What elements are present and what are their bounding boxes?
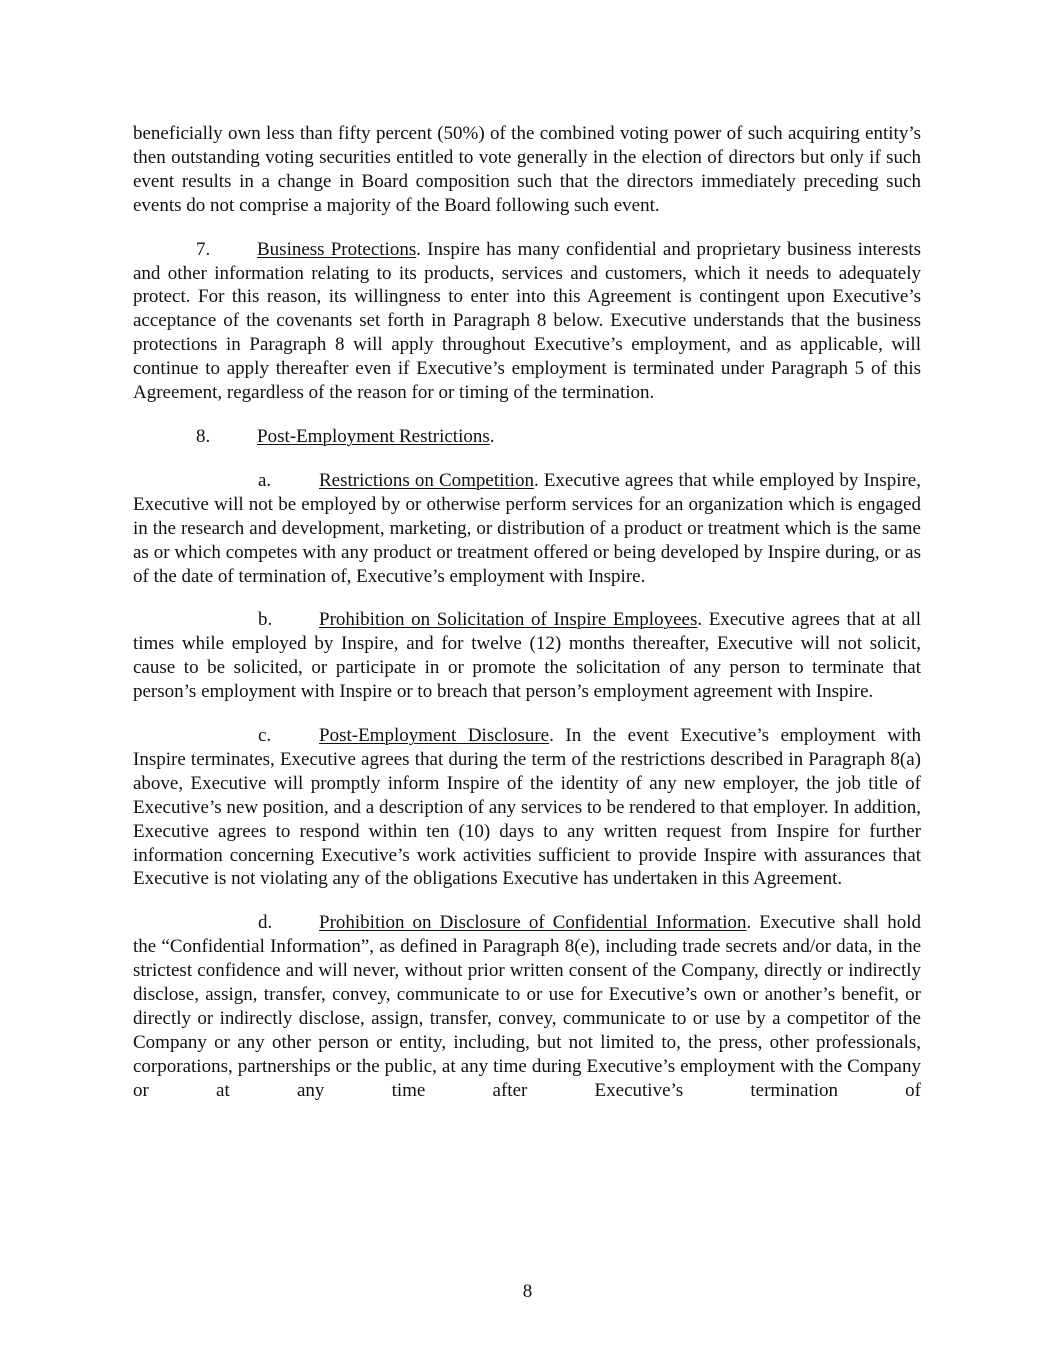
subsection-heading: Restrictions on Competition <box>319 469 534 491</box>
section-number: 7. <box>196 238 211 260</box>
subsection-d-prohibition-on-disclosure <box>133 911 921 1102</box>
subsection-letter: b. <box>258 609 273 631</box>
paragraph-continuation <box>133 122 921 218</box>
paragraph-text: . Executive shall hold the “Confidential Information”, as defined in Paragraph 8(e), including trade secrets and/or data, in the strictest confidence and will never, without prior written consent of the Company, directly or indirectly disclose, assign, transfer, convey, communicate to or use for Executive’s own or another’s benefit, or directly or indirectly disclose, assign, transfer, convey, communicate to or use by a competitor of the Company or any other person or entity, including, but not limited to, the press, other professionals, corporations, partnerships or the public, at any time during Executive’s employment with the Company or at any time after Executive’s termination of <box>133 912 921 1101</box>
subsection-heading: Prohibition on Solicitation of Inspire Employees <box>319 609 698 631</box>
paragraph-text: . Executive agrees that while employed by Inspire, Executive will not be employed by or otherwise perform services for an organization which is engaged in the research and development, marketing, or distribution of a product or treatment which is the same as or which competes with any product or treatment offered or being developed by Inspire during, or as of the date of termination of, Executive’s employment with Inspire. <box>133 469 921 587</box>
section-heading: Post-Employment Restrictions <box>257 425 490 447</box>
paragraph-text: beneficially own less than fifty percent (50%) of the combined voting power of such acquiring entity’s then outstanding voting securities entitled to vote generally in the election of directors but only if such event results in a change in Board composition such that the directors immediately preceding such events do not comprise a majority of the Board following such event. <box>133 123 921 216</box>
subsection-letter: a. <box>258 469 272 491</box>
subsection-b-prohibition-on-solicitation <box>133 608 921 704</box>
subsection-a-restrictions-on-competition <box>133 469 921 589</box>
section-number: 8. <box>196 425 211 447</box>
paragraph-text: . In the event Executive’s employment with Inspire terminates, Executive agrees that during the term of the restrictions described in Paragraph 8(a) above, Executive will promptly inform Inspire of the identity of any new employer, the job title of Executive’s new position, and a description of any services to be rendered to that employer. In addition, Executive agrees to respond within ten (10) days to any written request from Inspire for further information concerning Executive’s work activities sufficient to provide Inspire with assurances that Executive is not violating any of the obligations Executive has undertaken in this Agreement. <box>133 725 921 890</box>
section-7-business-protections <box>133 238 921 405</box>
subsection-letter: c. <box>258 725 272 747</box>
paragraph-text: . Inspire has many confidential and proprietary business interests and other information relating to its products, services and customers, which it needs to adequately protect. For this reason, its willingness to enter into this Agreement is contingent upon Executive’s acceptance of the covenants set forth in Paragraph 8 below. Executive understands that the business protections in Paragraph 8 will apply throughout Executive’s employment, and as applicable, will continue to apply thereafter even if Executive’s employment is terminated under Paragraph 5 of this Agreement, regardless of the reason for or timing of the termination. <box>133 238 922 404</box>
document-page <box>133 122 921 1123</box>
subsection-letter: d. <box>258 912 273 934</box>
paragraph-text: . Executive agrees that at all times while employed by Inspire, and for twelve (12) months thereafter, Executive will not solicit, cause to be solicited, or participate in or promote the solicitation of any person to terminate that person’s employment with Inspire or to breach that person’s employment agreement with Inspire. <box>133 609 921 703</box>
page-number: 8 <box>522 1281 533 1302</box>
paragraph-text: . <box>489 425 495 447</box>
subsection-heading: Prohibition on Disclosure of Confidential Information <box>319 912 747 934</box>
section-heading: Business Protections <box>257 238 417 260</box>
subsection-c-post-employment-disclosure <box>133 724 921 891</box>
section-8-post-employment-restrictions <box>133 425 921 449</box>
subsection-heading: Post-Employment Disclosure <box>319 725 550 747</box>
